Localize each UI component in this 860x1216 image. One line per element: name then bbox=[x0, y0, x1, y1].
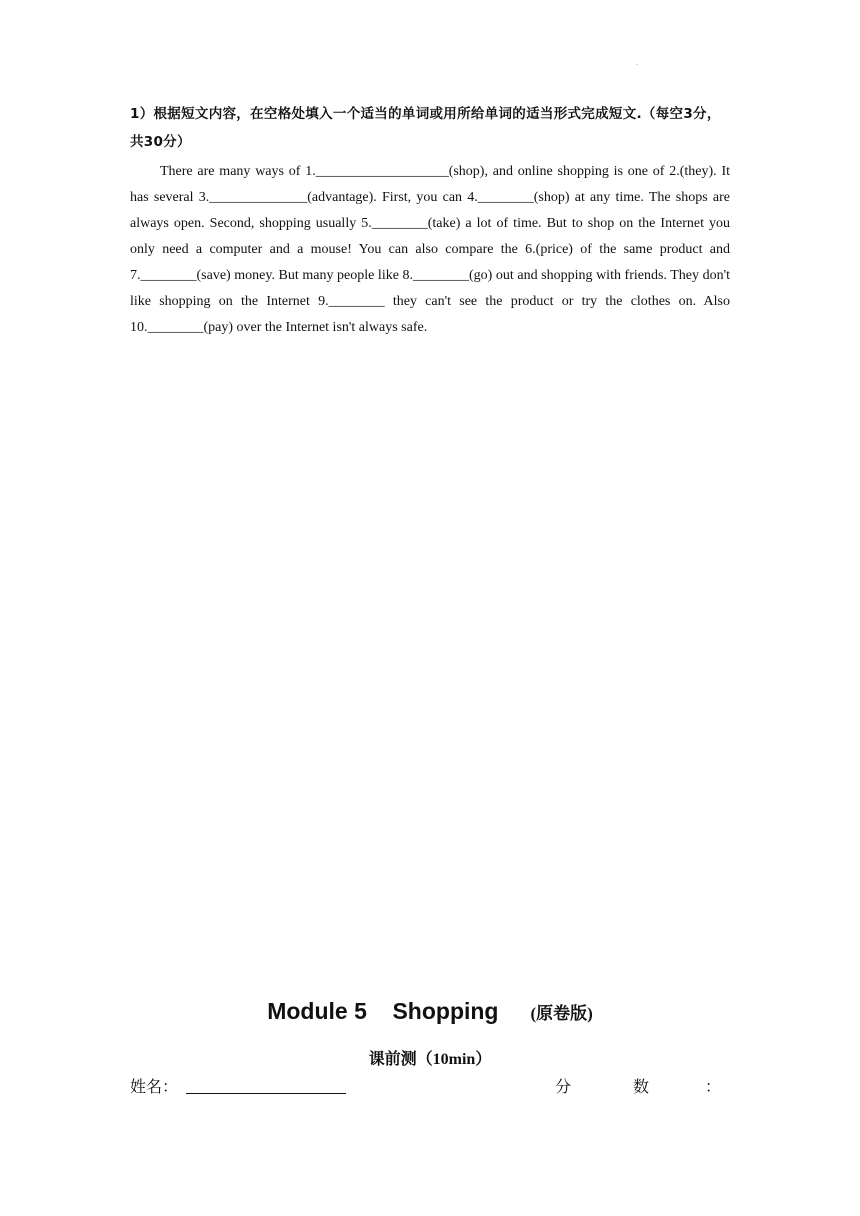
name-label: 姓名： bbox=[130, 1077, 179, 1096]
module-title bbox=[0, 998, 860, 1025]
corner-mark: . bbox=[636, 58, 638, 67]
pretest-label: 课前测（10min） bbox=[368, 1051, 492, 1068]
exercise-passage: There are many ways of 1.___________________(shop), and online shopping is one of 2.(they). It has several 3.______________(advantage). First, you can 4.________(shop) at any time. The shops are always open. Second, shopping usually 5.________(take) a lot of time. But to shop on the Internet you only need a computer and a mouse! You can also compare the 6.(price) of the same product and 7.________(save) money. But many people like 8.________(go) out and shopping with friends. They don't like shopping on the Internet 9.________ they can't see the product or try the clothes on. Also 10.________(pay) over the Internet isn't always safe. bbox=[130, 164, 730, 335]
score-label-colon: ： bbox=[705, 1077, 722, 1096]
score-label-char-2: 数 bbox=[633, 1077, 650, 1096]
module-title-suffix: (原卷版) bbox=[530, 1004, 593, 1023]
name-blank-line bbox=[186, 1093, 346, 1094]
exercise-instruction: 1）根据短文内容，在空格处填入一个适当的单词或用所给单词的适当形式完成短文.（每空3分，共30分） bbox=[130, 106, 721, 150]
score-label-char-1: 分 bbox=[555, 1077, 572, 1096]
module-title-main: Module 5 Shopping bbox=[267, 998, 531, 1024]
